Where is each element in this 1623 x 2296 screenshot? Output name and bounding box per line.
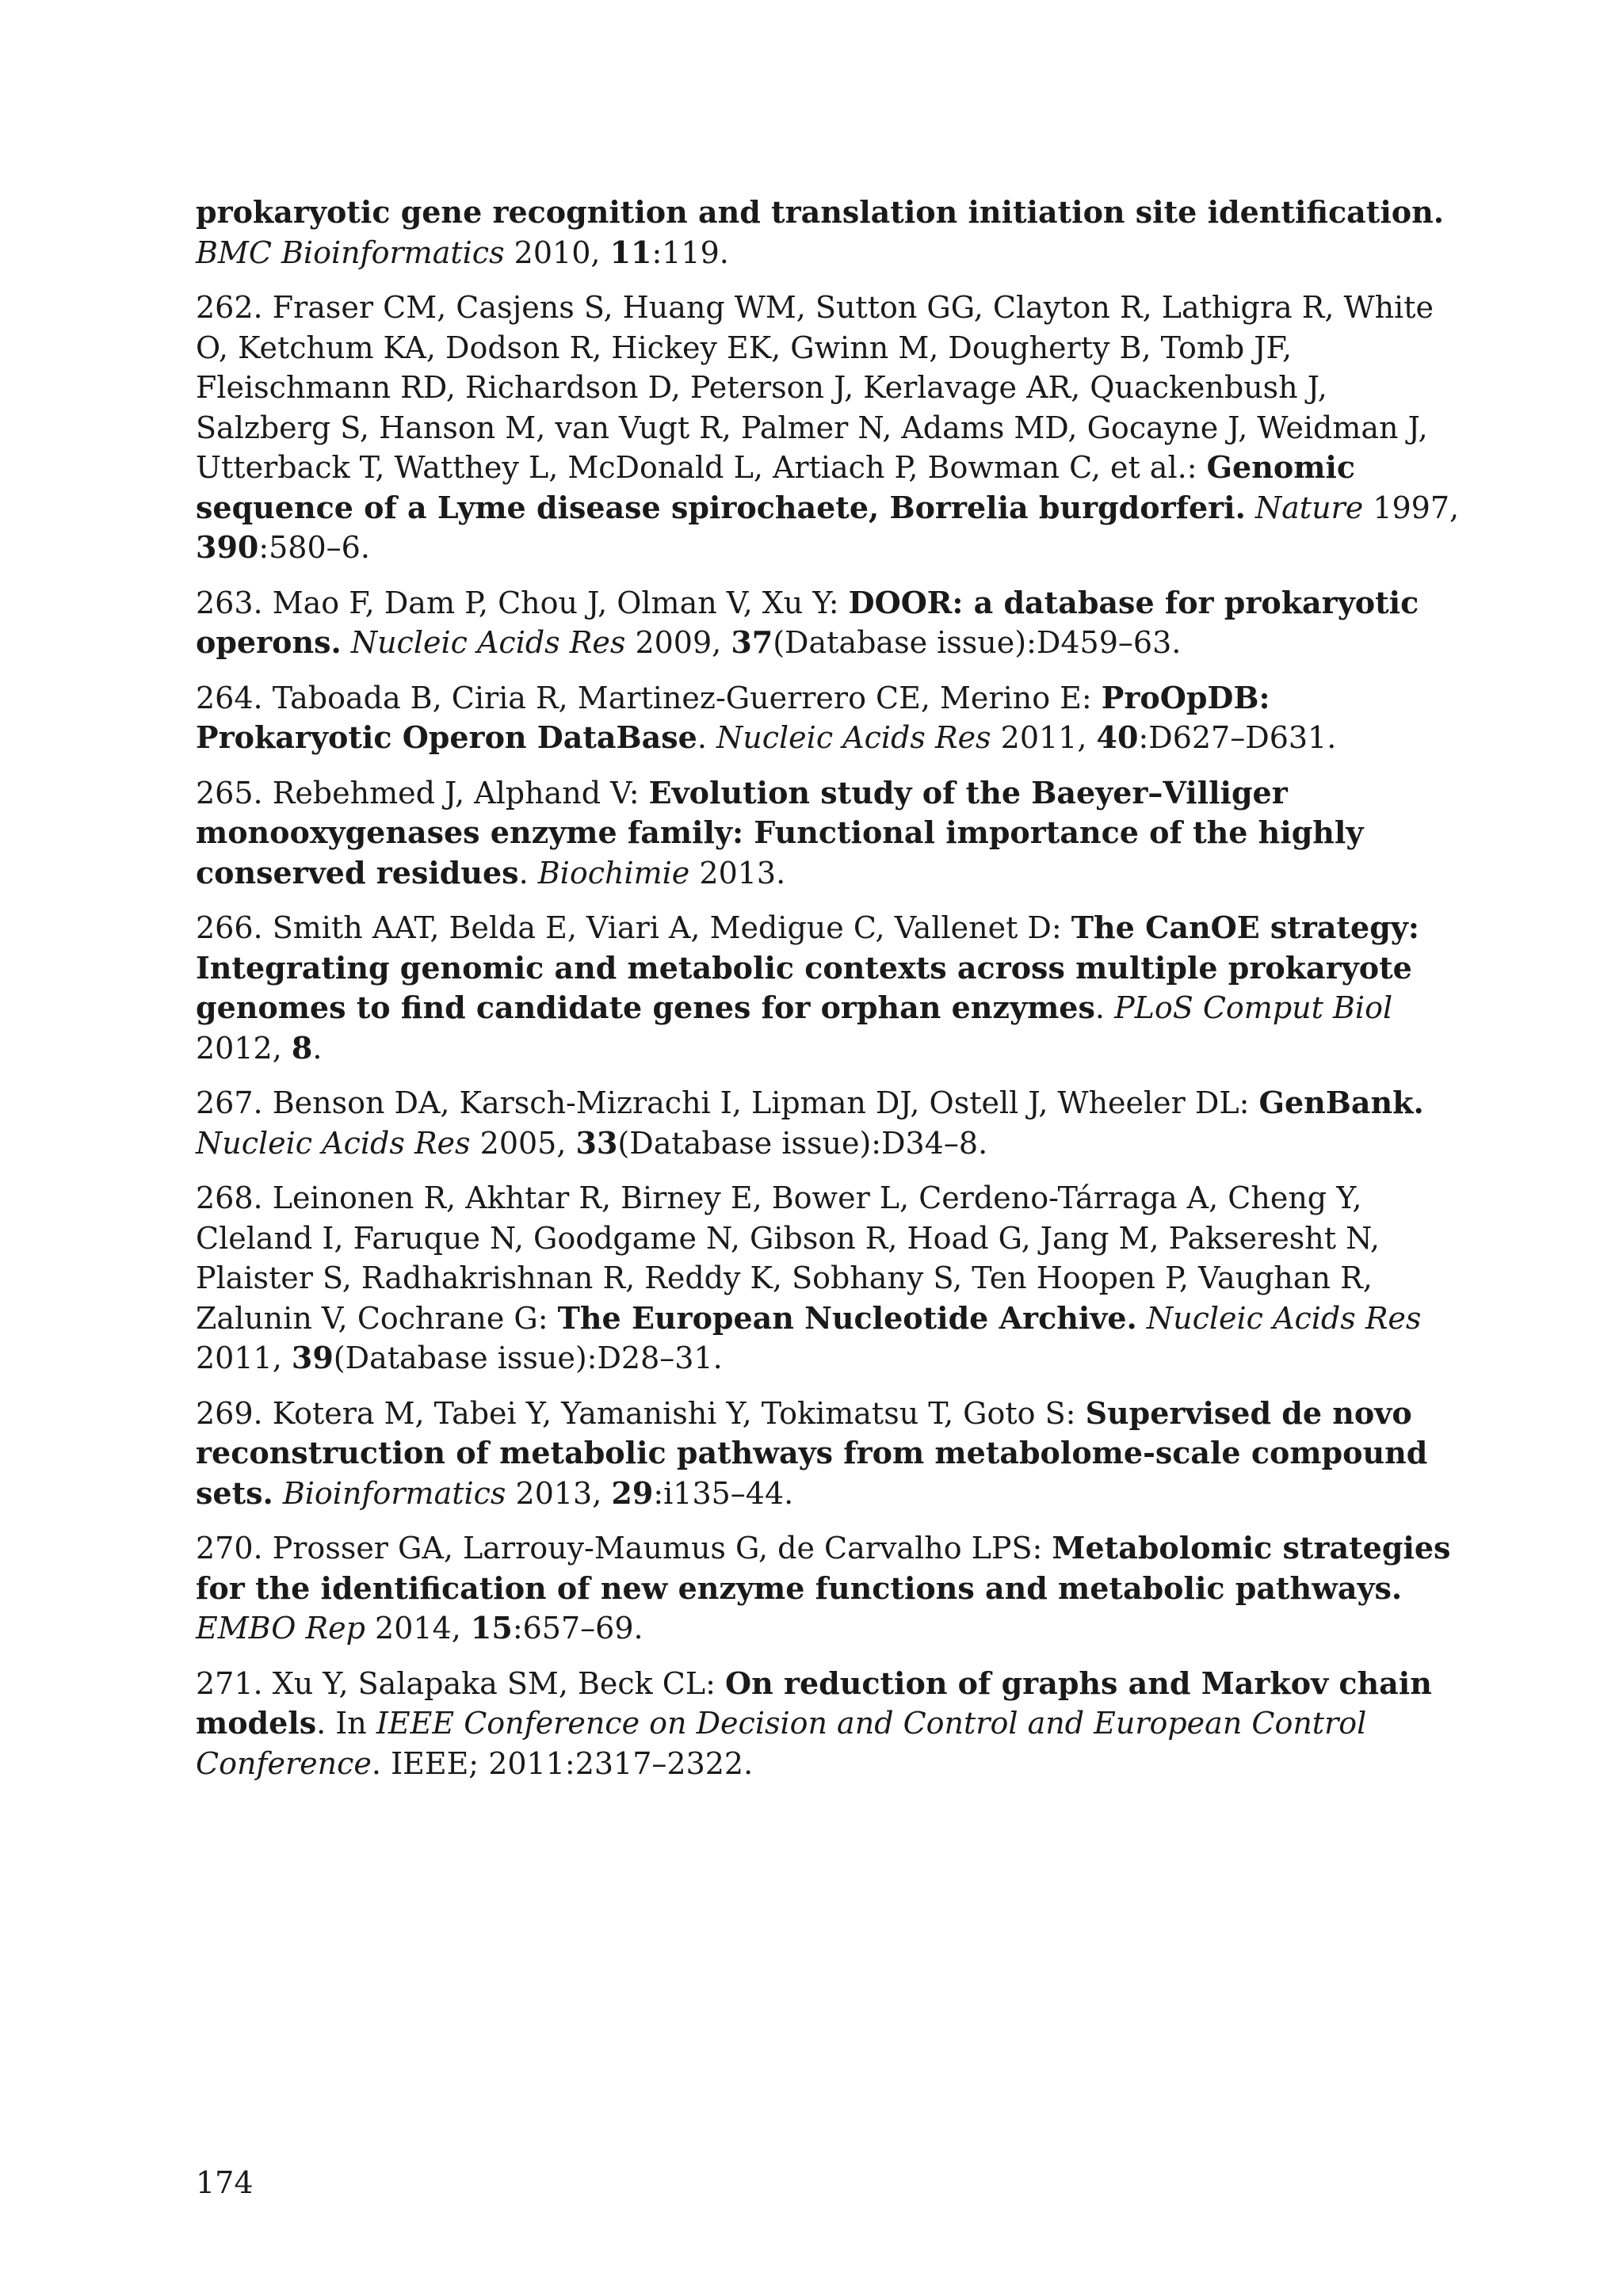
reference-item-267: 267. Benson DA, Karsch-Mizrachi I, Lipman DJ, Ostell J, Wheeler DL: GenBank. Nucleic Acids Res 2005, 33(Database issue):D34–8. xyxy=(196,1085,1424,1161)
reference-pages: . xyxy=(312,1030,323,1066)
reference-item-263: 263. Mao F, Dam P, Chou J, Olman V, Xu Y: DOOR: a database for prokaryotic operons. Nucleic Acids Res 2009, 37(Database issue):D459–63. xyxy=(196,584,1419,660)
reference-journal: Nucleic Acids Res xyxy=(716,720,991,755)
reference-publisher: IEEE; 2011:2317–2322. xyxy=(391,1745,754,1781)
reference-pages: :657–69. xyxy=(512,1611,643,1646)
reference-number: 268. xyxy=(196,1180,263,1215)
reference-volume: 40 xyxy=(1096,719,1139,755)
reference-pages: (Database issue):D34–8. xyxy=(617,1125,988,1161)
reference-authors: Xu Y, Salapaka SM, Beck CL: xyxy=(272,1665,716,1701)
reference-journal-suffix: . xyxy=(371,1745,381,1781)
reference-title: Metabolomic strategies for the identification of new enzyme functions and metabolic pathways. xyxy=(196,1530,1451,1606)
reference-journal: Nucleic Acids Res xyxy=(350,625,626,660)
reference-year: 2010 xyxy=(514,235,591,270)
reference-item-269: 269. Kotera M, Tabei Y, Yamanishi Y, Tokimatsu T, Goto S: Supervised de novo reconstruction of metabolic pathways from metabolome-scale compound sets. Bioinformatics 2013, 29:i135–44. xyxy=(196,1394,1428,1511)
reference-item-262: 262. Fraser CM, Casjens S, Huang WM, Sutton GG, Clayton R, Lathigra R, White O, Ketchum KA, Dodson R, Hickey EK, Gwinn M, Dougherty B, Tomb JF, Fleischmann RD, Richardson D, Peterson J, Kerlavage AR, Quackenbush J, Salzberg S, Hanson M, van Vugt R, Palmer N, Adams MD, Gocayne J, Weidman J, Utterback T, Watthey L, McDonald L, Artiach P, Bowman C, et al.: Genomic sequence of a Lyme disease spirochaete, Borrelia burgdorferi. Nature 1997, 390:580–6. xyxy=(196,290,1460,565)
reference-year: 2009 xyxy=(635,625,712,660)
reference-item-261-continued: prokaryotic gene recognition and translation initiation site identification. BMC Bioinformatics 2010, 11:119. xyxy=(196,194,1444,270)
reference-pages: :D627–D631. xyxy=(1138,720,1337,755)
reference-year: 2012 xyxy=(196,1030,273,1066)
reference-title: The CanOE strategy: Integrating genomic and metabolic contexts across multiple prokaryote genomes to find candidate genes for orphan enzymes xyxy=(196,910,1419,1025)
reference-authors: Rebehmed J, Alphand V: xyxy=(272,775,640,810)
reference-volume: 15 xyxy=(470,1610,513,1646)
reference-title: DOOR: a database for prokaryotic operons. xyxy=(196,584,1419,660)
reference-title: Evolution study of the Baeyer–Villiger monooxygenases enzyme family: Functional importance of the highly conserved residues xyxy=(196,774,1364,891)
reference-journal: Bioinformatics xyxy=(282,1475,506,1511)
reference-title: ProOpDB: Prokaryotic Operon DataBase xyxy=(196,679,1270,755)
reference-item-268: 268. Leinonen R, Akhtar R, Birney E, Bower L, Cerdeno-Tárraga A, Cheng Y, Cleland I, Faruque N, Goodgame N, Gibson R, Hoad G, Jang M, Pakseresht N, Plaister S, Radhakrishnan R, Reddy K, Sobhany S, Ten Hoopen P, Vaughan R, Zalunin V, Cochrane G: The European Nucleotide Archive. Nucleic Acids Res 2011, 39(Database issue):D28–31. xyxy=(196,1180,1422,1375)
reference-volume: 39 xyxy=(291,1340,334,1375)
reference-volume: 37 xyxy=(731,624,773,660)
reference-journal: IEEE Conference on Decision and Control and European Control Conference xyxy=(196,1706,1367,1781)
reference-title-suffix: . xyxy=(697,720,707,755)
reference-year: 2005 xyxy=(479,1125,557,1161)
reference-list xyxy=(196,193,1464,1798)
reference-volume: 8 xyxy=(291,1029,313,1066)
reference-authors: Smith AAT, Belda E, Viari A, Medigue C, Vallenet D: xyxy=(272,910,1062,945)
reference-volume: 29 xyxy=(611,1474,654,1511)
reference-pages: (Database issue):D28–31. xyxy=(333,1341,723,1375)
reference-title: GenBank. xyxy=(1258,1085,1424,1120)
reference-number: 264. xyxy=(196,680,263,715)
reference-title: On reduction of graphs and Markov chain models xyxy=(196,1665,1432,1741)
reference-authors: Prosser GA, Larrouy-Maumus G, de Carvalho LPS: xyxy=(272,1531,1043,1566)
reference-year: 2013. xyxy=(699,855,786,891)
reference-authors: Kotera M, Tabei Y, Yamanishi Y, Tokimatsu T, Goto S: xyxy=(272,1395,1076,1431)
reference-title: Genomic sequence of a Lyme disease spirochaete, Borrelia burgdorferi. xyxy=(196,449,1355,525)
page-number: 174 xyxy=(196,2165,254,2200)
reference-journal: Nucleic Acids Res xyxy=(196,1125,471,1161)
reference-number: 267. xyxy=(196,1085,263,1120)
reference-volume: 11 xyxy=(609,234,652,270)
reference-number: 270. xyxy=(196,1531,263,1566)
reference-title-suffix: . xyxy=(518,855,529,891)
reference-volume: 390 xyxy=(196,529,259,565)
reference-title: The European Nucleotide Archive. xyxy=(557,1299,1137,1336)
reference-pages: :580–6. xyxy=(258,530,370,565)
reference-journal: PLoS Comput Biol xyxy=(1114,990,1393,1025)
reference-number: 266. xyxy=(196,910,263,945)
reference-year: 2013 xyxy=(515,1475,593,1511)
reference-number: 262. xyxy=(196,290,263,325)
reference-year: 2011 xyxy=(1000,720,1078,755)
reference-authors: Taboada B, Ciria R, Martinez-Guerrero CE, Merino E: xyxy=(272,680,1092,715)
reference-journal: EMBO Rep xyxy=(196,1611,365,1646)
reference-journal: Nature xyxy=(1254,490,1364,525)
reference-number: 271. xyxy=(196,1665,263,1701)
reference-title-suffix: . In xyxy=(316,1706,367,1741)
reference-journal: Nucleic Acids Res xyxy=(1146,1300,1422,1336)
reference-authors: Leinonen R, Akhtar R, Birney E, Bower L, Cerdeno-Tárraga A, Cheng Y, Cleland I, Faruque N, Goodgame N, Gibson R, Hoad G, Jang M, Pakseresht N, Plaister S, Radhakrishnan R, Reddy K, Sobhany S, Ten Hoopen P, Vaughan R, Zalunin V, Cochrane G: xyxy=(196,1180,1381,1336)
reference-authors: Benson DA, Karsch-Mizrachi I, Lipman DJ, Ostell J, Wheeler DL: xyxy=(272,1085,1250,1120)
reference-year: 2014 xyxy=(375,1611,452,1646)
reference-title: Supervised de novo reconstruction of metabolic pathways from metabolome-scale compound sets. xyxy=(196,1394,1428,1511)
reference-item-266: 266. Smith AAT, Belda E, Viari A, Medigue C, Vallenet D: The CanOE strategy: Integrating genomic and metabolic contexts across multiple prokaryote genomes to find candidate genes for orphan enzymes. PLoS Comput Biol 2012, 8. xyxy=(196,910,1419,1066)
reference-number: 263. xyxy=(196,585,263,620)
reference-number: 269. xyxy=(196,1395,263,1431)
reference-pages: :i135–44. xyxy=(653,1475,794,1511)
reference-pages: :119. xyxy=(651,235,729,270)
reference-authors: Mao F, Dam P, Chou J, Olman V, Xu Y: xyxy=(272,585,839,620)
reference-title: prokaryotic gene recognition and translation initiation site identification. xyxy=(196,194,1444,230)
reference-title-suffix: . xyxy=(1094,990,1105,1025)
reference-year: 2011 xyxy=(196,1341,273,1375)
reference-item-271 xyxy=(196,1664,1464,1784)
reference-pages: (Database issue):D459–63. xyxy=(773,625,1182,660)
reference-item-264: 264. Taboada B, Ciria R, Martinez-Guerrero CE, Merino E: ProOpDB: Prokaryotic Operon DataBase. Nucleic Acids Res 2011, 40:D627–D631. xyxy=(196,679,1337,755)
reference-volume: 33 xyxy=(575,1124,618,1161)
reference-item-270: 270. Prosser GA, Larrouy-Maumus G, de Carvalho LPS: Metabolomic strategies for the identification of new enzyme functions and metabolic pathways. EMBO Rep 2014, 15:657–69. xyxy=(196,1530,1451,1646)
reference-year: 1997 xyxy=(1373,490,1450,525)
reference-journal: BMC Bioinformatics xyxy=(196,235,505,270)
reference-item-265 xyxy=(196,773,1464,894)
reference-number: 265. xyxy=(196,775,263,810)
reference-authors: Fraser CM, Casjens S, Huang WM, Sutton GG, Clayton R, Lathigra R, White O, Ketchum KA, Dodson R, Hickey EK, Gwinn M, Dougherty B, Tomb JF, Fleischmann RD, Richardson D, Peterson J, Kerlavage AR, Quackenbush J, Salzberg S, Hanson M, van Vugt R, Palmer N, Adams MD, Gocayne J, Weidman J, Utterback T, Watthey L, McDonald L, Artiach P, Bowman C, et al.: xyxy=(196,290,1434,485)
reference-journal: Biochimie xyxy=(537,855,690,891)
